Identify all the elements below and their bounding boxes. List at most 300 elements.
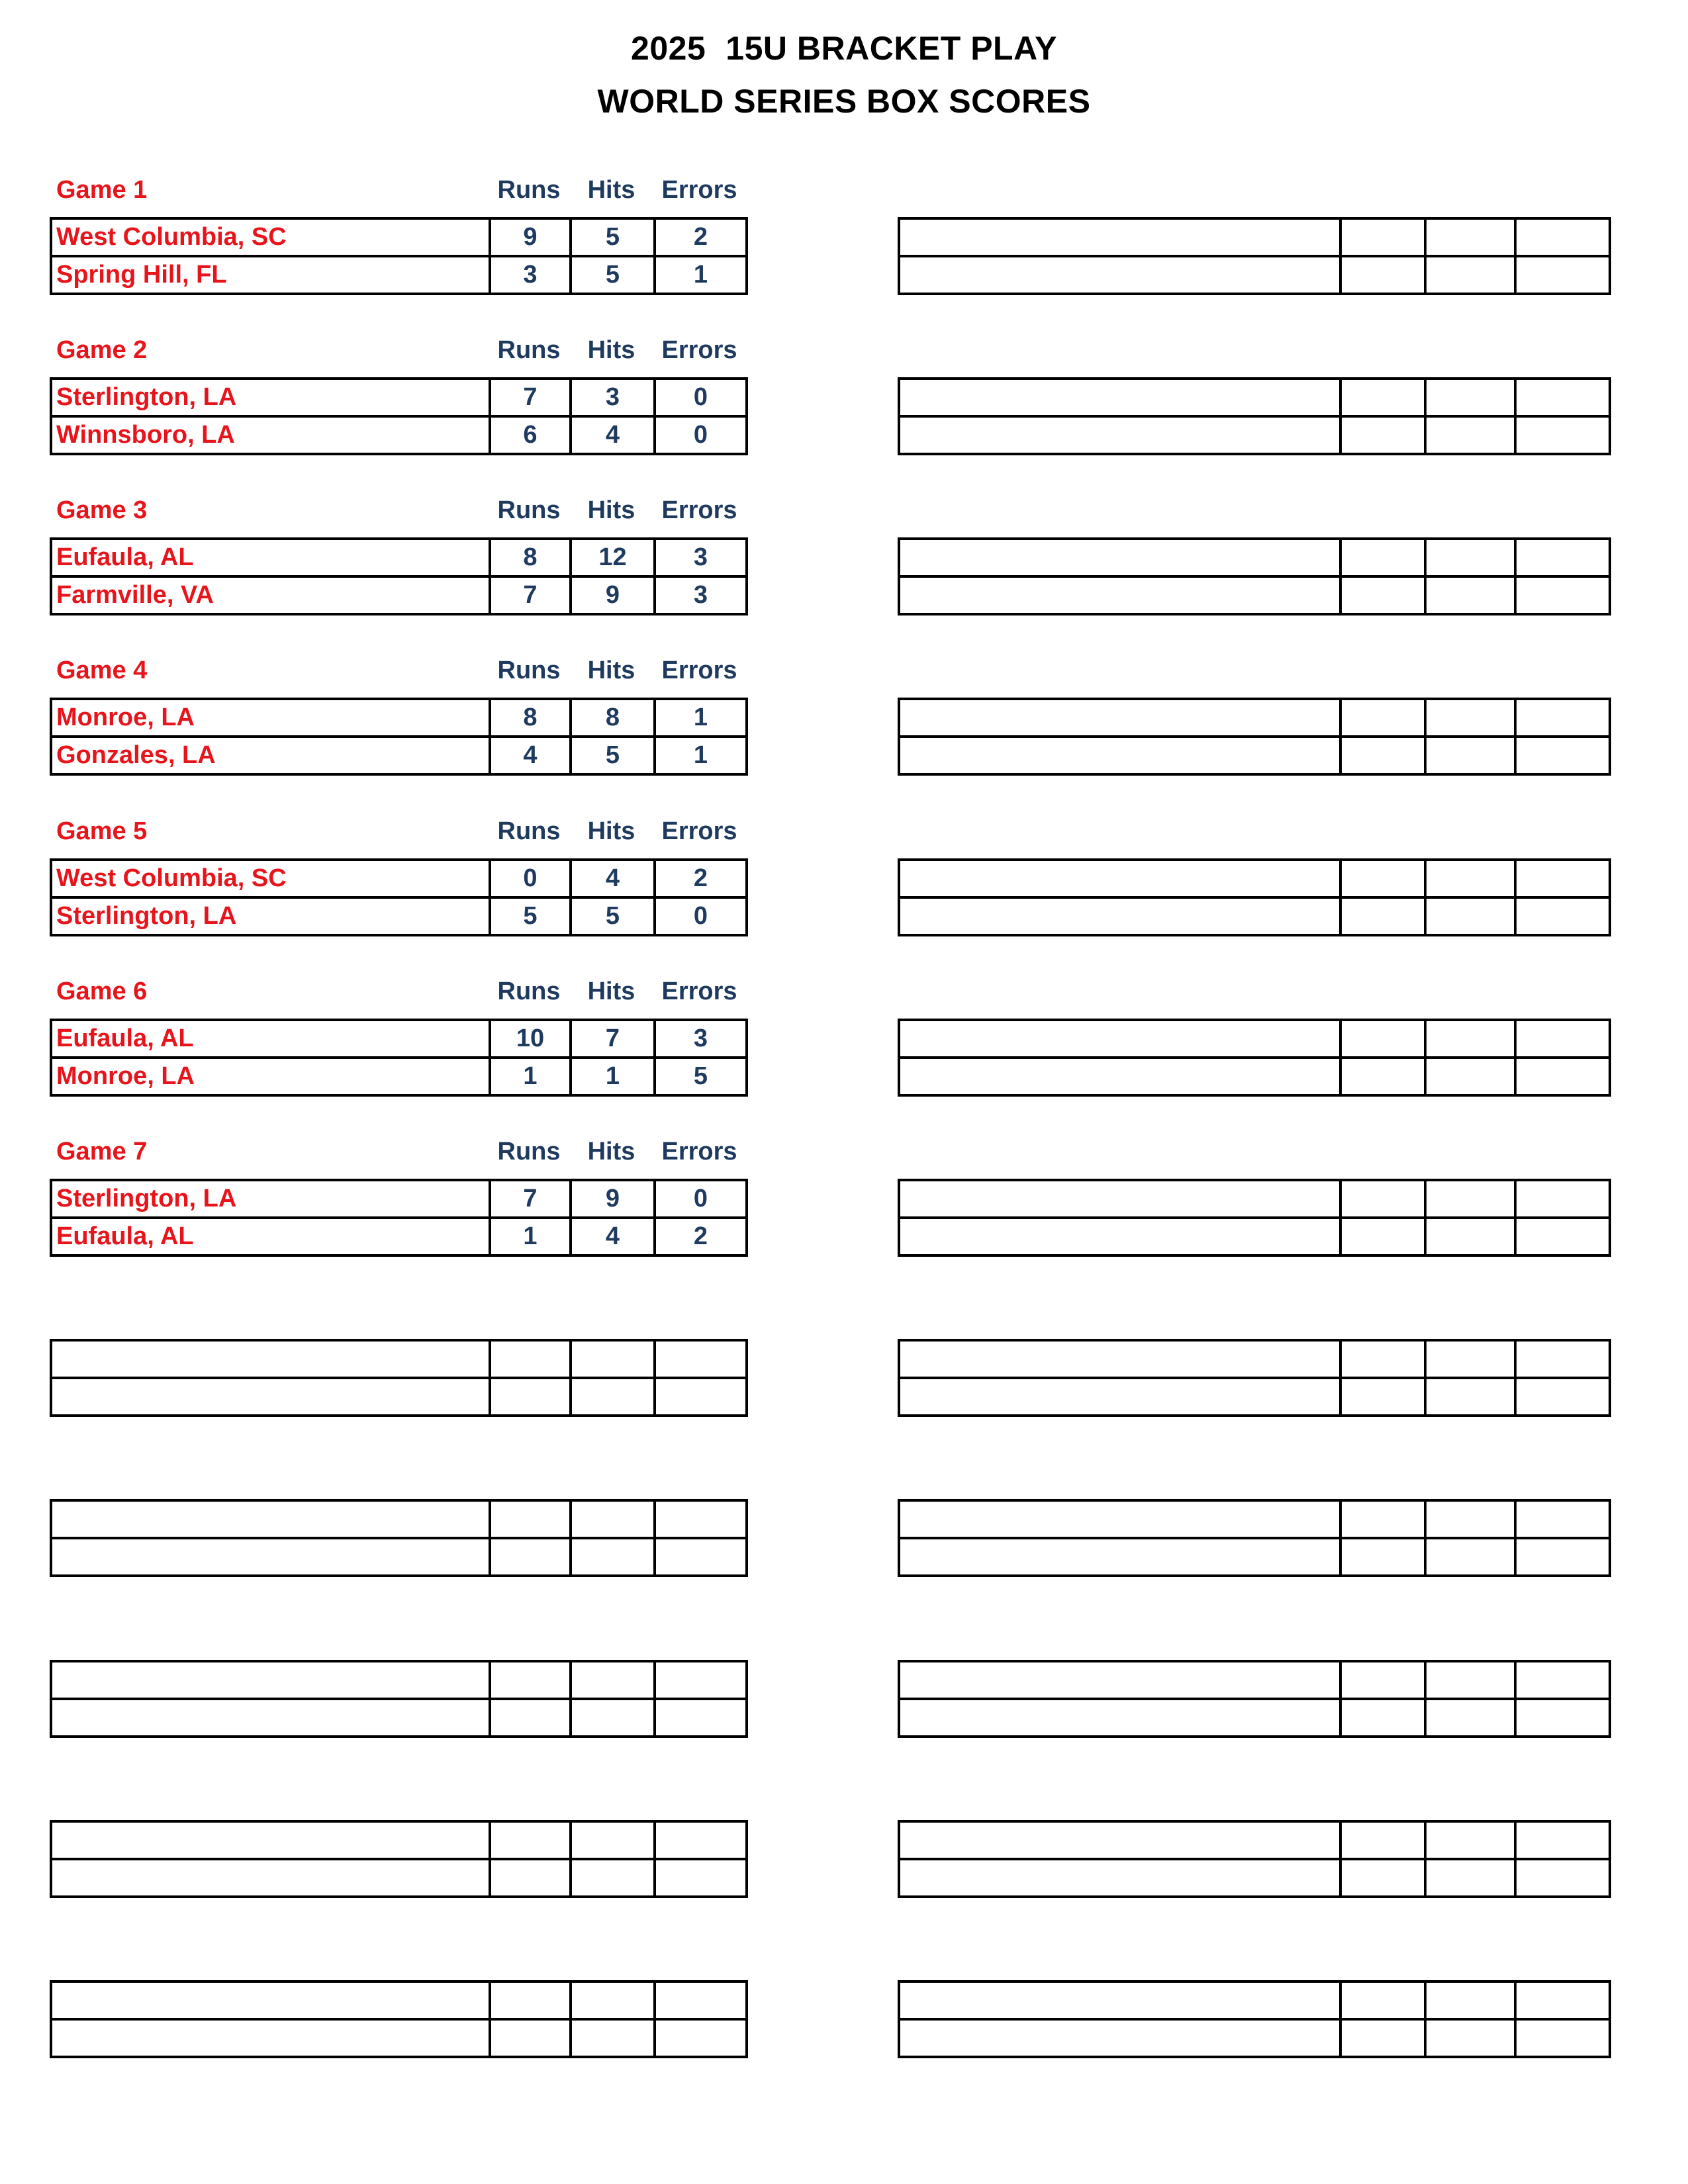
runs-header: Runs (497, 817, 561, 845)
hits-cell (1425, 416, 1515, 454)
table-row (899, 1218, 1610, 1255)
runs-header: Runs (497, 336, 561, 364)
errors-cell: 3 (655, 576, 747, 614)
blank-box-score (50, 1499, 748, 1577)
hits-cell (1425, 256, 1515, 294)
runs-header: Runs (497, 1138, 561, 1165)
hits-cell (1425, 218, 1515, 256)
errors-cell (1515, 1699, 1610, 1737)
hits-header: Hits (587, 657, 635, 684)
runs-cell: 1 (490, 1218, 571, 1255)
table-row (899, 1699, 1610, 1737)
errors-cell (1515, 860, 1610, 897)
runs-cell (1340, 416, 1425, 454)
blank-box-score (50, 1660, 748, 1738)
table-row (899, 1500, 1610, 1538)
hits-cell (571, 1538, 655, 1576)
table-row (51, 1538, 747, 1576)
box-score-table (50, 377, 748, 455)
team-name-cell (899, 256, 1340, 294)
table-row (51, 1661, 747, 1699)
table-row (899, 2019, 1610, 2057)
hits-cell (1425, 897, 1515, 935)
errors-cell (1515, 2019, 1610, 2057)
box-score-table (50, 1179, 748, 1257)
runs-cell (1340, 1661, 1425, 1699)
team-name-cell (899, 1699, 1340, 1737)
runs-cell (1340, 1500, 1425, 1538)
blank-score-table (898, 1019, 1611, 1097)
hits-cell (1425, 1859, 1515, 1897)
game-box-score (50, 496, 748, 615)
table-row (51, 1058, 747, 1095)
errors-header: Errors (661, 657, 737, 684)
errors-cell: 3 (655, 539, 747, 576)
runs-cell (1340, 1058, 1425, 1095)
team-name-cell (51, 2019, 490, 2057)
errors-cell: 2 (655, 1218, 747, 1255)
table-row (899, 1538, 1610, 1576)
table-row (51, 1218, 747, 1255)
errors-cell (655, 1821, 747, 1859)
box-score-table (50, 1019, 748, 1097)
team-name-cell (899, 1020, 1340, 1058)
blank-box-score (898, 1980, 1611, 2058)
errors-cell (1515, 1661, 1610, 1699)
errors-cell: 0 (655, 416, 747, 454)
game-box-score (50, 1138, 748, 1257)
runs-cell (1340, 256, 1425, 294)
game-label: Game 2 (56, 336, 148, 364)
runs-cell: 7 (490, 576, 571, 614)
blank-score-table (898, 537, 1611, 615)
table-row (899, 539, 1610, 576)
team-name-cell (899, 1981, 1340, 2019)
blank-box-score (898, 698, 1611, 776)
table-row (899, 1661, 1610, 1699)
runs-cell: 4 (490, 737, 571, 774)
box-score-table (50, 537, 748, 615)
hits-header: Hits (587, 978, 635, 1005)
blank-score-table (898, 1179, 1611, 1257)
team-name-cell: Farmville, VA (51, 576, 490, 614)
blank-box-score (898, 537, 1611, 615)
team-name-cell (899, 737, 1340, 774)
blank-score-table (898, 858, 1611, 936)
blank-score-table (50, 1820, 748, 1898)
blank-score-table (50, 1499, 748, 1577)
errors-cell (1515, 1180, 1610, 1218)
table-row (899, 860, 1610, 897)
game-label: Game 7 (56, 1138, 148, 1165)
hits-cell (571, 1500, 655, 1538)
team-name-cell (51, 1378, 490, 1416)
table-row (899, 218, 1610, 256)
hits-cell: 12 (571, 539, 655, 576)
runs-cell (490, 1500, 571, 1538)
errors-cell (1515, 737, 1610, 774)
team-name-cell (899, 1661, 1340, 1699)
hits-cell: 1 (571, 1058, 655, 1095)
runs-header: Runs (497, 657, 561, 684)
table-row (51, 1180, 747, 1218)
team-name-cell: Sterlington, LA (51, 379, 490, 416)
table-row (51, 2019, 747, 2057)
team-name-cell: West Columbia, SC (51, 218, 490, 256)
team-name-cell (899, 416, 1340, 454)
team-name-cell (51, 1538, 490, 1576)
errors-cell (1515, 897, 1610, 935)
blank-score-table (50, 1660, 748, 1738)
runs-cell (490, 1859, 571, 1897)
runs-cell: 8 (490, 699, 571, 737)
blank-box-score (898, 217, 1611, 295)
runs-cell (1340, 1180, 1425, 1218)
hits-cell (1425, 737, 1515, 774)
table-row (51, 1699, 747, 1737)
blank-score-table (898, 1660, 1611, 1738)
hits-cell (1425, 1699, 1515, 1737)
game-label: Game 6 (56, 978, 148, 1005)
team-name-cell (899, 539, 1340, 576)
team-name-cell: Sterlington, LA (51, 1180, 490, 1218)
errors-header: Errors (661, 978, 737, 1005)
team-name-cell (899, 1378, 1340, 1416)
blank-score-table (50, 1339, 748, 1417)
errors-cell (655, 1981, 747, 2019)
game-box-score (50, 657, 748, 776)
table-row (899, 1020, 1610, 1058)
team-name-cell (51, 1821, 490, 1859)
team-name-cell: Winnsboro, LA (51, 416, 490, 454)
errors-cell (655, 1661, 747, 1699)
team-name-cell (899, 699, 1340, 737)
errors-cell: 2 (655, 860, 747, 897)
blank-box-score (898, 1339, 1611, 1417)
team-name-cell (899, 576, 1340, 614)
runs-cell (1340, 379, 1425, 416)
blank-box-score (50, 1820, 748, 1898)
runs-header: Runs (497, 176, 561, 204)
runs-cell (490, 1821, 571, 1859)
blank-box-score (898, 1019, 1611, 1097)
table-row (51, 416, 747, 454)
runs-cell: 3 (490, 256, 571, 294)
hits-cell: 5 (571, 256, 655, 294)
errors-cell (1515, 1821, 1610, 1859)
blank-score-table (898, 698, 1611, 776)
hits-cell (571, 1859, 655, 1897)
hits-cell: 5 (571, 737, 655, 774)
hits-cell (1425, 1661, 1515, 1699)
team-name-cell (899, 897, 1340, 935)
blank-box-score (898, 1499, 1611, 1577)
game-box-score (50, 817, 748, 936)
blank-box-score (898, 1660, 1611, 1738)
runs-header: Runs (497, 978, 561, 1005)
game-label: Game 1 (56, 176, 148, 204)
runs-cell (1340, 699, 1425, 737)
game-box-score (50, 176, 748, 295)
runs-cell (1340, 1821, 1425, 1859)
runs-cell: 6 (490, 416, 571, 454)
table-row (899, 1180, 1610, 1218)
blank-box-score (50, 1339, 748, 1417)
hits-cell (1425, 1020, 1515, 1058)
hits-cell: 3 (571, 379, 655, 416)
team-name-cell: Eufaula, AL (51, 1218, 490, 1255)
errors-cell (1515, 218, 1610, 256)
runs-cell: 0 (490, 860, 571, 897)
table-row (51, 379, 747, 416)
title-year: 2025 (631, 30, 706, 67)
runs-cell (1340, 539, 1425, 576)
runs-cell (1340, 860, 1425, 897)
blank-score-table (898, 1499, 1611, 1577)
table-row (899, 1378, 1610, 1416)
box-score-table (50, 698, 748, 776)
runs-cell (1340, 897, 1425, 935)
errors-cell (1515, 379, 1610, 416)
runs-cell: 7 (490, 379, 571, 416)
errors-header: Errors (661, 496, 737, 524)
hits-cell (1425, 1821, 1515, 1859)
hits-cell: 5 (571, 897, 655, 935)
errors-cell (1515, 539, 1610, 576)
table-row (51, 1340, 747, 1378)
errors-cell (655, 1538, 747, 1576)
table-row (51, 1981, 747, 2019)
blank-score-table (898, 1820, 1611, 1898)
team-name-cell (899, 1859, 1340, 1897)
table-row (899, 576, 1610, 614)
game-label: Game 5 (56, 817, 148, 845)
runs-cell: 10 (490, 1020, 571, 1058)
hits-cell: 5 (571, 218, 655, 256)
team-name-cell: Monroe, LA (51, 699, 490, 737)
team-name-cell (51, 1340, 490, 1378)
errors-cell: 5 (655, 1058, 747, 1095)
hits-cell: 4 (571, 1218, 655, 1255)
hits-cell: 8 (571, 699, 655, 737)
runs-cell (490, 1661, 571, 1699)
errors-cell (1515, 1538, 1610, 1576)
team-name-cell (899, 218, 1340, 256)
hits-cell (1425, 1058, 1515, 1095)
table-row (51, 1500, 747, 1538)
errors-header: Errors (661, 817, 737, 845)
errors-cell (1515, 1020, 1610, 1058)
hits-header: Hits (587, 496, 635, 524)
hits-cell: 9 (571, 1180, 655, 1218)
hits-cell (1425, 860, 1515, 897)
errors-cell (655, 1378, 747, 1416)
team-name-cell (51, 1859, 490, 1897)
blank-box-score (898, 1179, 1611, 1257)
table-row (899, 416, 1610, 454)
errors-cell: 3 (655, 1020, 747, 1058)
table-row (51, 860, 747, 897)
errors-cell: 2 (655, 218, 747, 256)
runs-cell: 8 (490, 539, 571, 576)
page-title-line-1 (0, 29, 1688, 68)
errors-cell (1515, 1340, 1610, 1378)
box-score-table (50, 858, 748, 936)
errors-cell: 1 (655, 737, 747, 774)
errors-cell: 0 (655, 1180, 747, 1218)
runs-cell (490, 1699, 571, 1737)
hits-cell (1425, 1180, 1515, 1218)
errors-cell (655, 1699, 747, 1737)
errors-cell: 1 (655, 256, 747, 294)
errors-header: Errors (661, 336, 737, 364)
runs-cell (490, 1538, 571, 1576)
runs-cell (490, 1340, 571, 1378)
hits-header: Hits (587, 817, 635, 845)
team-name-cell: Monroe, LA (51, 1058, 490, 1095)
runs-header: Runs (497, 496, 561, 524)
hits-header: Hits (587, 336, 635, 364)
hits-cell (571, 1821, 655, 1859)
game-box-score (50, 336, 748, 455)
hits-cell (571, 1661, 655, 1699)
table-row (51, 1378, 747, 1416)
table-row (899, 1859, 1610, 1897)
runs-cell (490, 2019, 571, 2057)
team-name-cell (51, 1981, 490, 2019)
blank-box-score (50, 1980, 748, 2058)
table-row (51, 1821, 747, 1859)
blank-score-table (898, 1980, 1611, 2058)
team-name-cell (899, 379, 1340, 416)
hits-cell: 4 (571, 860, 655, 897)
table-row (51, 218, 747, 256)
runs-cell: 7 (490, 1180, 571, 1218)
blank-score-table (898, 377, 1611, 455)
errors-cell (1515, 416, 1610, 454)
errors-cell (1515, 1859, 1610, 1897)
errors-cell (1515, 1218, 1610, 1255)
hits-cell (1425, 699, 1515, 737)
table-row (899, 256, 1610, 294)
table-row (899, 379, 1610, 416)
table-row (51, 1859, 747, 1897)
table-row (51, 576, 747, 614)
table-row (51, 737, 747, 774)
runs-cell: 9 (490, 218, 571, 256)
table-row (899, 897, 1610, 935)
team-name-cell (899, 1821, 1340, 1859)
blank-score-table (898, 1339, 1611, 1417)
errors-cell (655, 1500, 747, 1538)
errors-cell (1515, 256, 1610, 294)
runs-cell: 5 (490, 897, 571, 935)
team-name-cell (51, 1500, 490, 1538)
table-row (899, 699, 1610, 737)
hits-cell (1425, 1500, 1515, 1538)
page-title-line-2: WORLD SERIES BOX SCORES (597, 83, 1091, 120)
table-row (51, 1020, 747, 1058)
table-row (51, 256, 747, 294)
errors-cell: 0 (655, 379, 747, 416)
runs-cell (1340, 2019, 1425, 2057)
errors-cell (1515, 1981, 1610, 2019)
team-name-cell: Spring Hill, FL (51, 256, 490, 294)
errors-cell (1515, 1378, 1610, 1416)
runs-cell (1340, 576, 1425, 614)
blank-box-score (898, 377, 1611, 455)
errors-header: Errors (661, 1138, 737, 1165)
team-name-cell (899, 1218, 1340, 1255)
errors-cell (1515, 1058, 1610, 1095)
hits-cell (571, 1699, 655, 1737)
errors-cell (1515, 1500, 1610, 1538)
runs-cell (1340, 1981, 1425, 2019)
team-name-cell (899, 1538, 1340, 1576)
hits-cell (1425, 1538, 1515, 1576)
team-name-cell (899, 860, 1340, 897)
errors-cell (1515, 576, 1610, 614)
hits-cell (1425, 1340, 1515, 1378)
runs-cell (1340, 1538, 1425, 1576)
table-row (899, 1340, 1610, 1378)
errors-header: Errors (661, 176, 737, 204)
team-name-cell (899, 1058, 1340, 1095)
hits-cell (1425, 1981, 1515, 2019)
team-name-cell (899, 1340, 1340, 1378)
blank-score-table (898, 217, 1611, 295)
table-row (51, 897, 747, 935)
hits-cell (571, 1378, 655, 1416)
team-name-cell (899, 1180, 1340, 1218)
errors-cell (655, 1859, 747, 1897)
table-row (899, 737, 1610, 774)
team-name-cell: Eufaula, AL (51, 1020, 490, 1058)
hits-cell (1425, 2019, 1515, 2057)
table-row (899, 1821, 1610, 1859)
team-name-cell: Eufaula, AL (51, 539, 490, 576)
runs-cell (1340, 737, 1425, 774)
box-score-table (50, 217, 748, 295)
hits-cell (1425, 539, 1515, 576)
hits-cell (1425, 1378, 1515, 1416)
runs-cell (1340, 1020, 1425, 1058)
game-label: Game 3 (56, 496, 148, 524)
hits-header: Hits (587, 176, 635, 204)
errors-cell (655, 2019, 747, 2057)
team-name-cell (899, 2019, 1340, 2057)
hits-cell (571, 1981, 655, 2019)
team-name-cell (51, 1661, 490, 1699)
hits-header: Hits (587, 1138, 635, 1165)
hits-cell (1425, 379, 1515, 416)
runs-cell (1340, 1218, 1425, 1255)
team-name-cell (51, 1699, 490, 1737)
team-name-cell (899, 1500, 1340, 1538)
runs-cell (1340, 1859, 1425, 1897)
runs-cell (490, 1981, 571, 2019)
table-row (51, 539, 747, 576)
hits-cell (1425, 576, 1515, 614)
hits-cell (571, 1340, 655, 1378)
table-row (51, 699, 747, 737)
errors-cell: 0 (655, 897, 747, 935)
blank-box-score (898, 1820, 1611, 1898)
blank-score-table (50, 1980, 748, 2058)
runs-cell (1340, 1699, 1425, 1737)
team-name-cell: Sterlington, LA (51, 897, 490, 935)
runs-cell (1340, 1378, 1425, 1416)
